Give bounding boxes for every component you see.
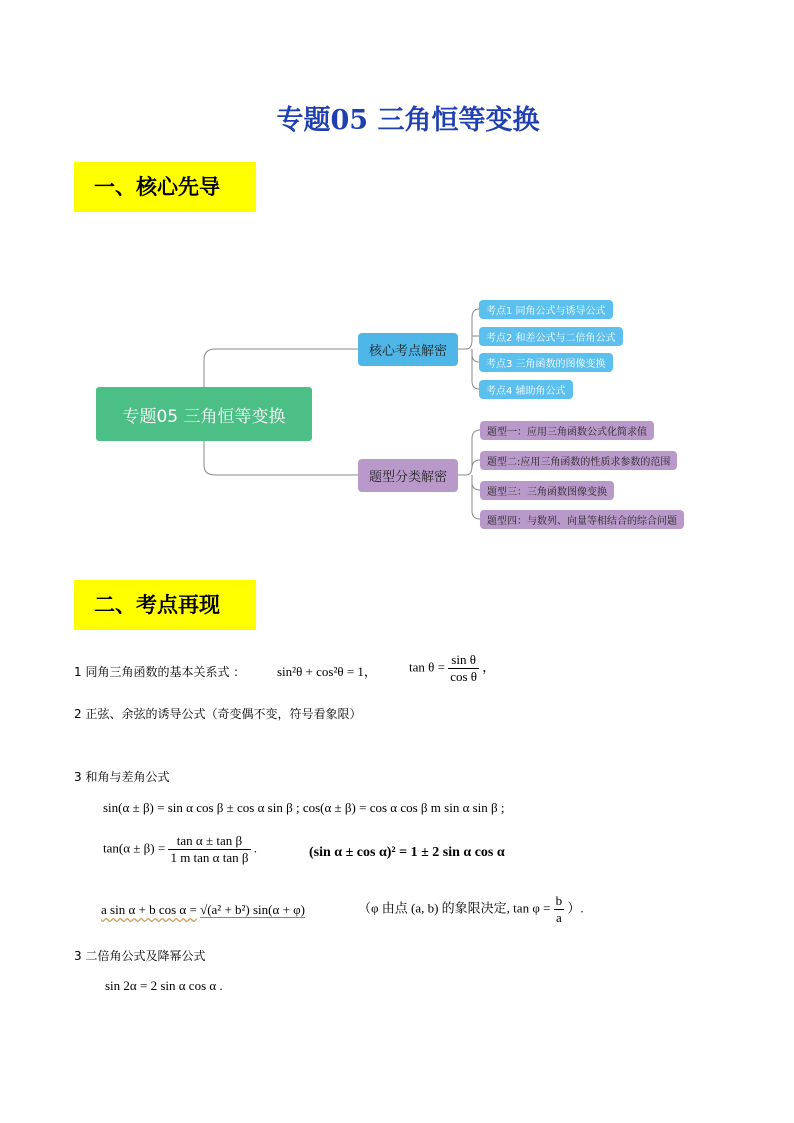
formula-double-angle: sin 2α = 2 sin α cos α . [105, 978, 223, 993]
tan-sum-denominator: 1 m tan α tan β [170, 850, 249, 865]
item3-label: 3 和角与差角公式 [74, 770, 170, 784]
tan-sum-numerator: tan α ± tan β [168, 833, 250, 850]
mindmap-leaf-type-2: 题型二:应用三角函数的性质求参数的范围 [480, 451, 677, 470]
aux-numerator: b [555, 893, 563, 908]
aux-note-text: （φ 由点 (a, b) 的象限决定, tan φ = [358, 900, 551, 916]
section-heading-review: 二、考点再现 [74, 580, 256, 630]
item1-tan-lhs: tan θ = [409, 659, 445, 675]
formula-sin-cos-sum: sin(α ± β) = sin α cos β ± cos α sin β ; cos(α ± β) = cos α cos β m sin α sin β ; [103, 800, 505, 815]
item1-end: ， [482, 659, 496, 675]
item1-fraction [448, 652, 479, 685]
formula-auxiliary [101, 902, 305, 918]
aux-note-close: ）. [567, 900, 584, 916]
aux-rhs: √(a² + b²) sin(α + φ) [200, 902, 305, 917]
mindmap-leaf-core-4: 考点4 辅助角公式 [479, 380, 573, 399]
mindmap-leaf-core-1: 考点1 同角公式与诱导公式 [479, 300, 613, 319]
tan-sum-fraction [168, 833, 250, 866]
mindmap-leaf-core-2: 考点2 和差公式与二倍角公式 [479, 327, 623, 346]
section-heading-core: 一、核心先导 [74, 162, 256, 212]
item1-formula: sin²θ + cos²θ = 1， [277, 664, 377, 679]
mindmap-leaf-type-3: 题型三：三角函数图像变换 [480, 481, 614, 500]
aux-denominator: a [556, 910, 562, 925]
formula-square: (sin α ± cos α)² = 1 ± 2 sin α cos α [309, 845, 505, 860]
item1-numerator: sin θ [448, 652, 479, 669]
page-title: 专题05 三角恒等变换 [276, 105, 540, 136]
mindmap-leaf-core-3: 考点3 三角函数的图像变换 [479, 353, 613, 372]
mindmap-branch-types: 题型分类解密 [358, 459, 458, 492]
item1-label: 1 同角三角函数的基本关系式 ： [74, 665, 246, 679]
mindmap-leaf-type-4: 题型四：与数列、向量等相结合的综合问题 [480, 510, 684, 529]
aux-fraction [554, 893, 565, 926]
item1-tan-formula [409, 652, 495, 685]
mindmap-branch-core: 核心考点解密 [358, 333, 458, 366]
item1-denominator: cos θ [450, 669, 478, 684]
aux-note [358, 893, 584, 926]
formula-tan-sum [103, 833, 257, 866]
mindmap-root: 专题05 三角恒等变换 [96, 387, 312, 441]
tan-sum-lhs: tan(α ± β) = [103, 840, 166, 856]
item2-text: 2 正弦、余弦的诱导公式（奇变偶不变，符号看象限） [74, 707, 362, 721]
aux-lhs: a sin α + b cos α = [101, 902, 197, 917]
tan-sum-end: . [253, 840, 257, 856]
mindmap-leaf-type-1: 题型一：应用三角函数公式化简求值 [480, 421, 654, 440]
item4-label: 3 二倍角公式及降幂公式 [74, 949, 206, 963]
